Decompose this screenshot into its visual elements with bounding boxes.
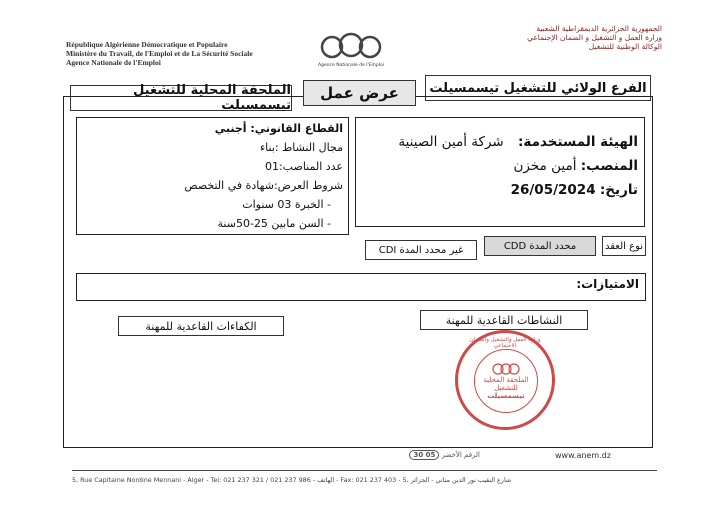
details-box <box>76 117 349 235</box>
logo-caption: Agence Nationale de l'Emploi <box>317 63 385 68</box>
date-label: تاريخ: <box>599 182 638 198</box>
header-fr-line: République Algérienne Démocratique et Populaire <box>66 40 228 49</box>
free-number <box>400 451 480 459</box>
contract-cdi: غير محدد المدة CDI <box>365 240 477 260</box>
website-link[interactable]: www.anem.dz <box>555 451 611 460</box>
header-arabic <box>402 24 662 51</box>
free-number-label: الرقم الأخضر <box>441 451 480 459</box>
date-value: 26/05/2024 <box>510 182 596 198</box>
employer-box <box>355 117 645 227</box>
post-value: أمين مخزن <box>513 158 577 174</box>
stamp-line1: الملحقة المحلية <box>483 376 529 384</box>
stamp-ring-text: وزارة العمل والتشغيل والضمان الاجتماعي <box>469 337 541 349</box>
sector-text: القطاع القانوني: أجنبي <box>214 122 343 135</box>
activity-text: مجال النشاط :بناء <box>259 141 343 154</box>
stamp-line3: تيسمسيلت <box>487 392 525 400</box>
footer-address: 5, Rue Capitaine Nordine Mennani - Alger - Tel: 021 237 321 / 021 237 986 - الهاتف - Fax: 021 237 403 - 5، شارع النقيب نور الدين مناني - الجزائر <box>72 476 512 484</box>
header-ar-line: الجمهورية الجزائرية الديمقراطية الشعبية <box>536 24 662 33</box>
branch-wilaya-label: الفرع الولائي للتشغيل تيسمسيلت <box>425 75 651 101</box>
free-number-value: 30 05 <box>409 450 439 460</box>
header-french <box>66 40 306 67</box>
post-label: المنصب: <box>580 158 638 174</box>
footer-bar <box>72 470 657 497</box>
branch-local-label: الملحقة المحلية للتشغيل تيسمسيلت <box>70 85 292 111</box>
stamp-line2: للتشغيل <box>494 384 518 392</box>
doc-title: عرض عمل <box>303 80 416 106</box>
employer-value: شركة أمين الصينية <box>398 134 504 150</box>
official-stamp <box>455 330 555 430</box>
positions-text: عدد المناصب:01 <box>264 160 343 173</box>
contract-type-label: نوع العقد <box>602 236 646 256</box>
privileges-box <box>76 273 646 301</box>
contract-cdd: محدد المدة CDD <box>484 236 596 256</box>
activities-label: النشاطات القاعدية للمهنة <box>420 310 588 330</box>
header-ar-line: الوكالة الوطنية للتشغيل <box>588 42 662 51</box>
header-fr-line: Agence Nationale de l'Emploi <box>66 58 161 67</box>
conditions-text: شروط العرض:شهادة في التخصص <box>184 179 343 192</box>
header-fr-line: Ministère du Travail, de l'Emploi et de La Sécurité Sociale <box>66 49 253 58</box>
header-ar-line: وزارة العمل و التشغيل و الضمان الإجتماعي <box>527 33 662 42</box>
experience-text: - الخبرة 03 سنوات <box>242 198 331 211</box>
privileges-label: الامتيازات: <box>576 277 639 291</box>
skills-label: الكفاءات القاعدية للمهنة <box>118 316 284 336</box>
stamp-logo-icon <box>491 362 521 376</box>
age-text: - السن مابين 25-50سنة <box>217 217 331 230</box>
employer-label: الهيئة المستخدمة: <box>518 134 638 150</box>
